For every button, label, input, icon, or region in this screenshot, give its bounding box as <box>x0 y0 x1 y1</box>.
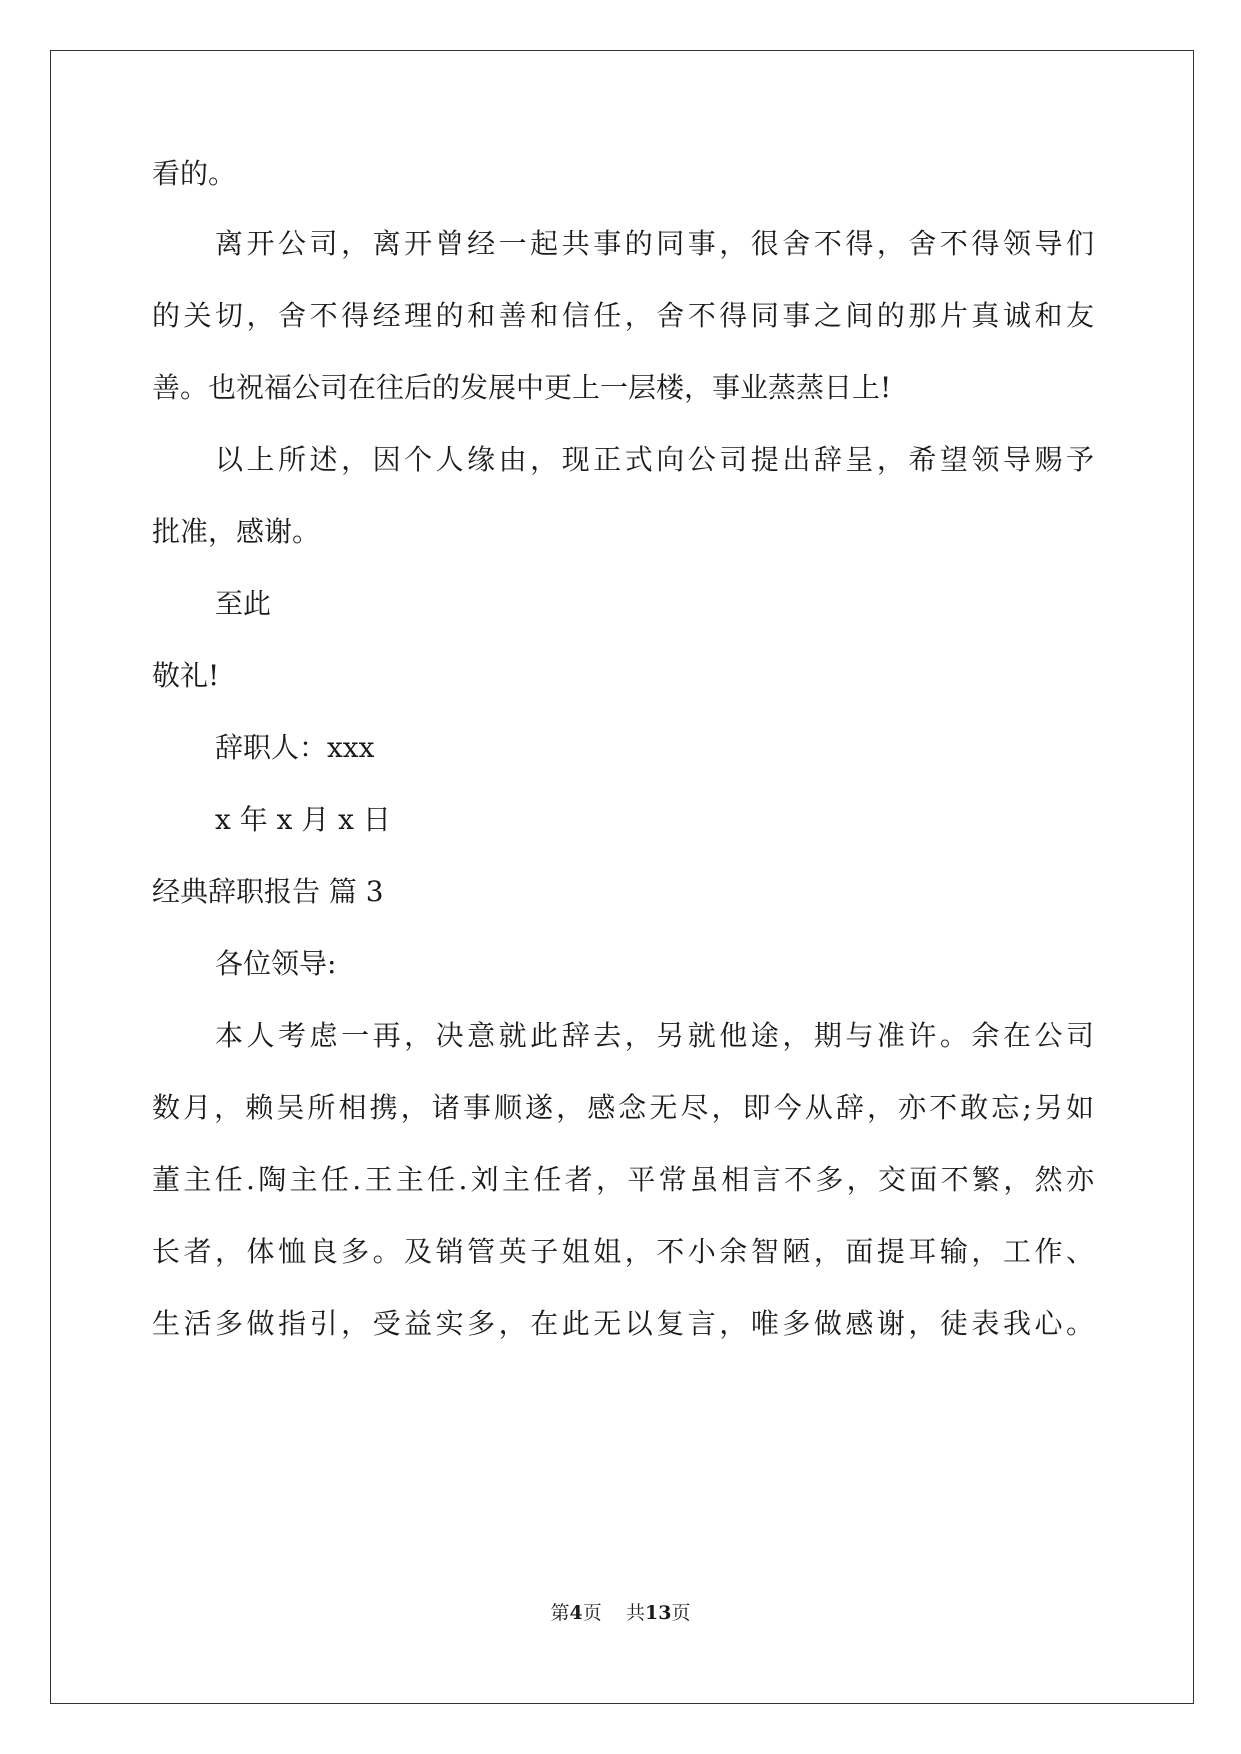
page-suffix: 页 <box>582 1602 602 1624</box>
text-line-17: 生活多做指引，受益实多，在此无以复言，唯多做感谢，徒表我心。 <box>152 1307 1094 1340</box>
text-line-16: 长者，体恤良多。及销管英子姐姐，不小余智陋，面提耳输，工作、 <box>152 1235 1094 1268</box>
text-line-4: 善。也祝福公司在往后的发展中更上一层楼，事业蒸蒸日上! <box>152 371 892 404</box>
total-prefix: 共 <box>625 1602 645 1624</box>
page-footer <box>0 1600 1241 1626</box>
signature-line: 辞职人：xxx <box>215 731 375 764</box>
section-heading: 经典辞职报告 篇 3 <box>152 875 384 908</box>
text-line-2: 离开公司，离开曾经一起共事的同事，很舍不得，舍不得领导们 <box>215 227 1094 260</box>
text-line-1: 看的。 <box>152 157 237 190</box>
text-line-6: 批准，感谢。 <box>152 515 321 548</box>
total-pages: 13 <box>644 1602 672 1624</box>
text-line-15: 董主任.陶主任.王主任.刘主任者，平常虽相言不多，交面不繁，然亦 <box>152 1163 1094 1196</box>
total-suffix: 页 <box>671 1602 691 1624</box>
text-line-13: 本人考虑一再，决意就此辞去，另就他途，期与准许。余在公司 <box>215 1019 1094 1052</box>
text-line-14: 数月，赖吴所相携，诸事顺遂，感念无尽，即今从辞，亦不敢忘;另如 <box>152 1091 1094 1124</box>
date-line: x 年 x 月 x 日 <box>215 803 391 836</box>
page-number: 4 <box>569 1602 583 1624</box>
salutation-line: 各位领导: <box>215 947 337 980</box>
text-line-3: 的关切，舍不得经理的和善和信任，舍不得同事之间的那片真诚和友 <box>152 299 1094 332</box>
text-line-7: 至此 <box>215 587 272 620</box>
text-line-5: 以上所述，因个人缘由，现正式向公司提出辞呈，希望领导赐予 <box>215 443 1094 476</box>
text-line-8: 敬礼! <box>152 659 220 692</box>
page-prefix: 第 <box>550 1602 570 1624</box>
